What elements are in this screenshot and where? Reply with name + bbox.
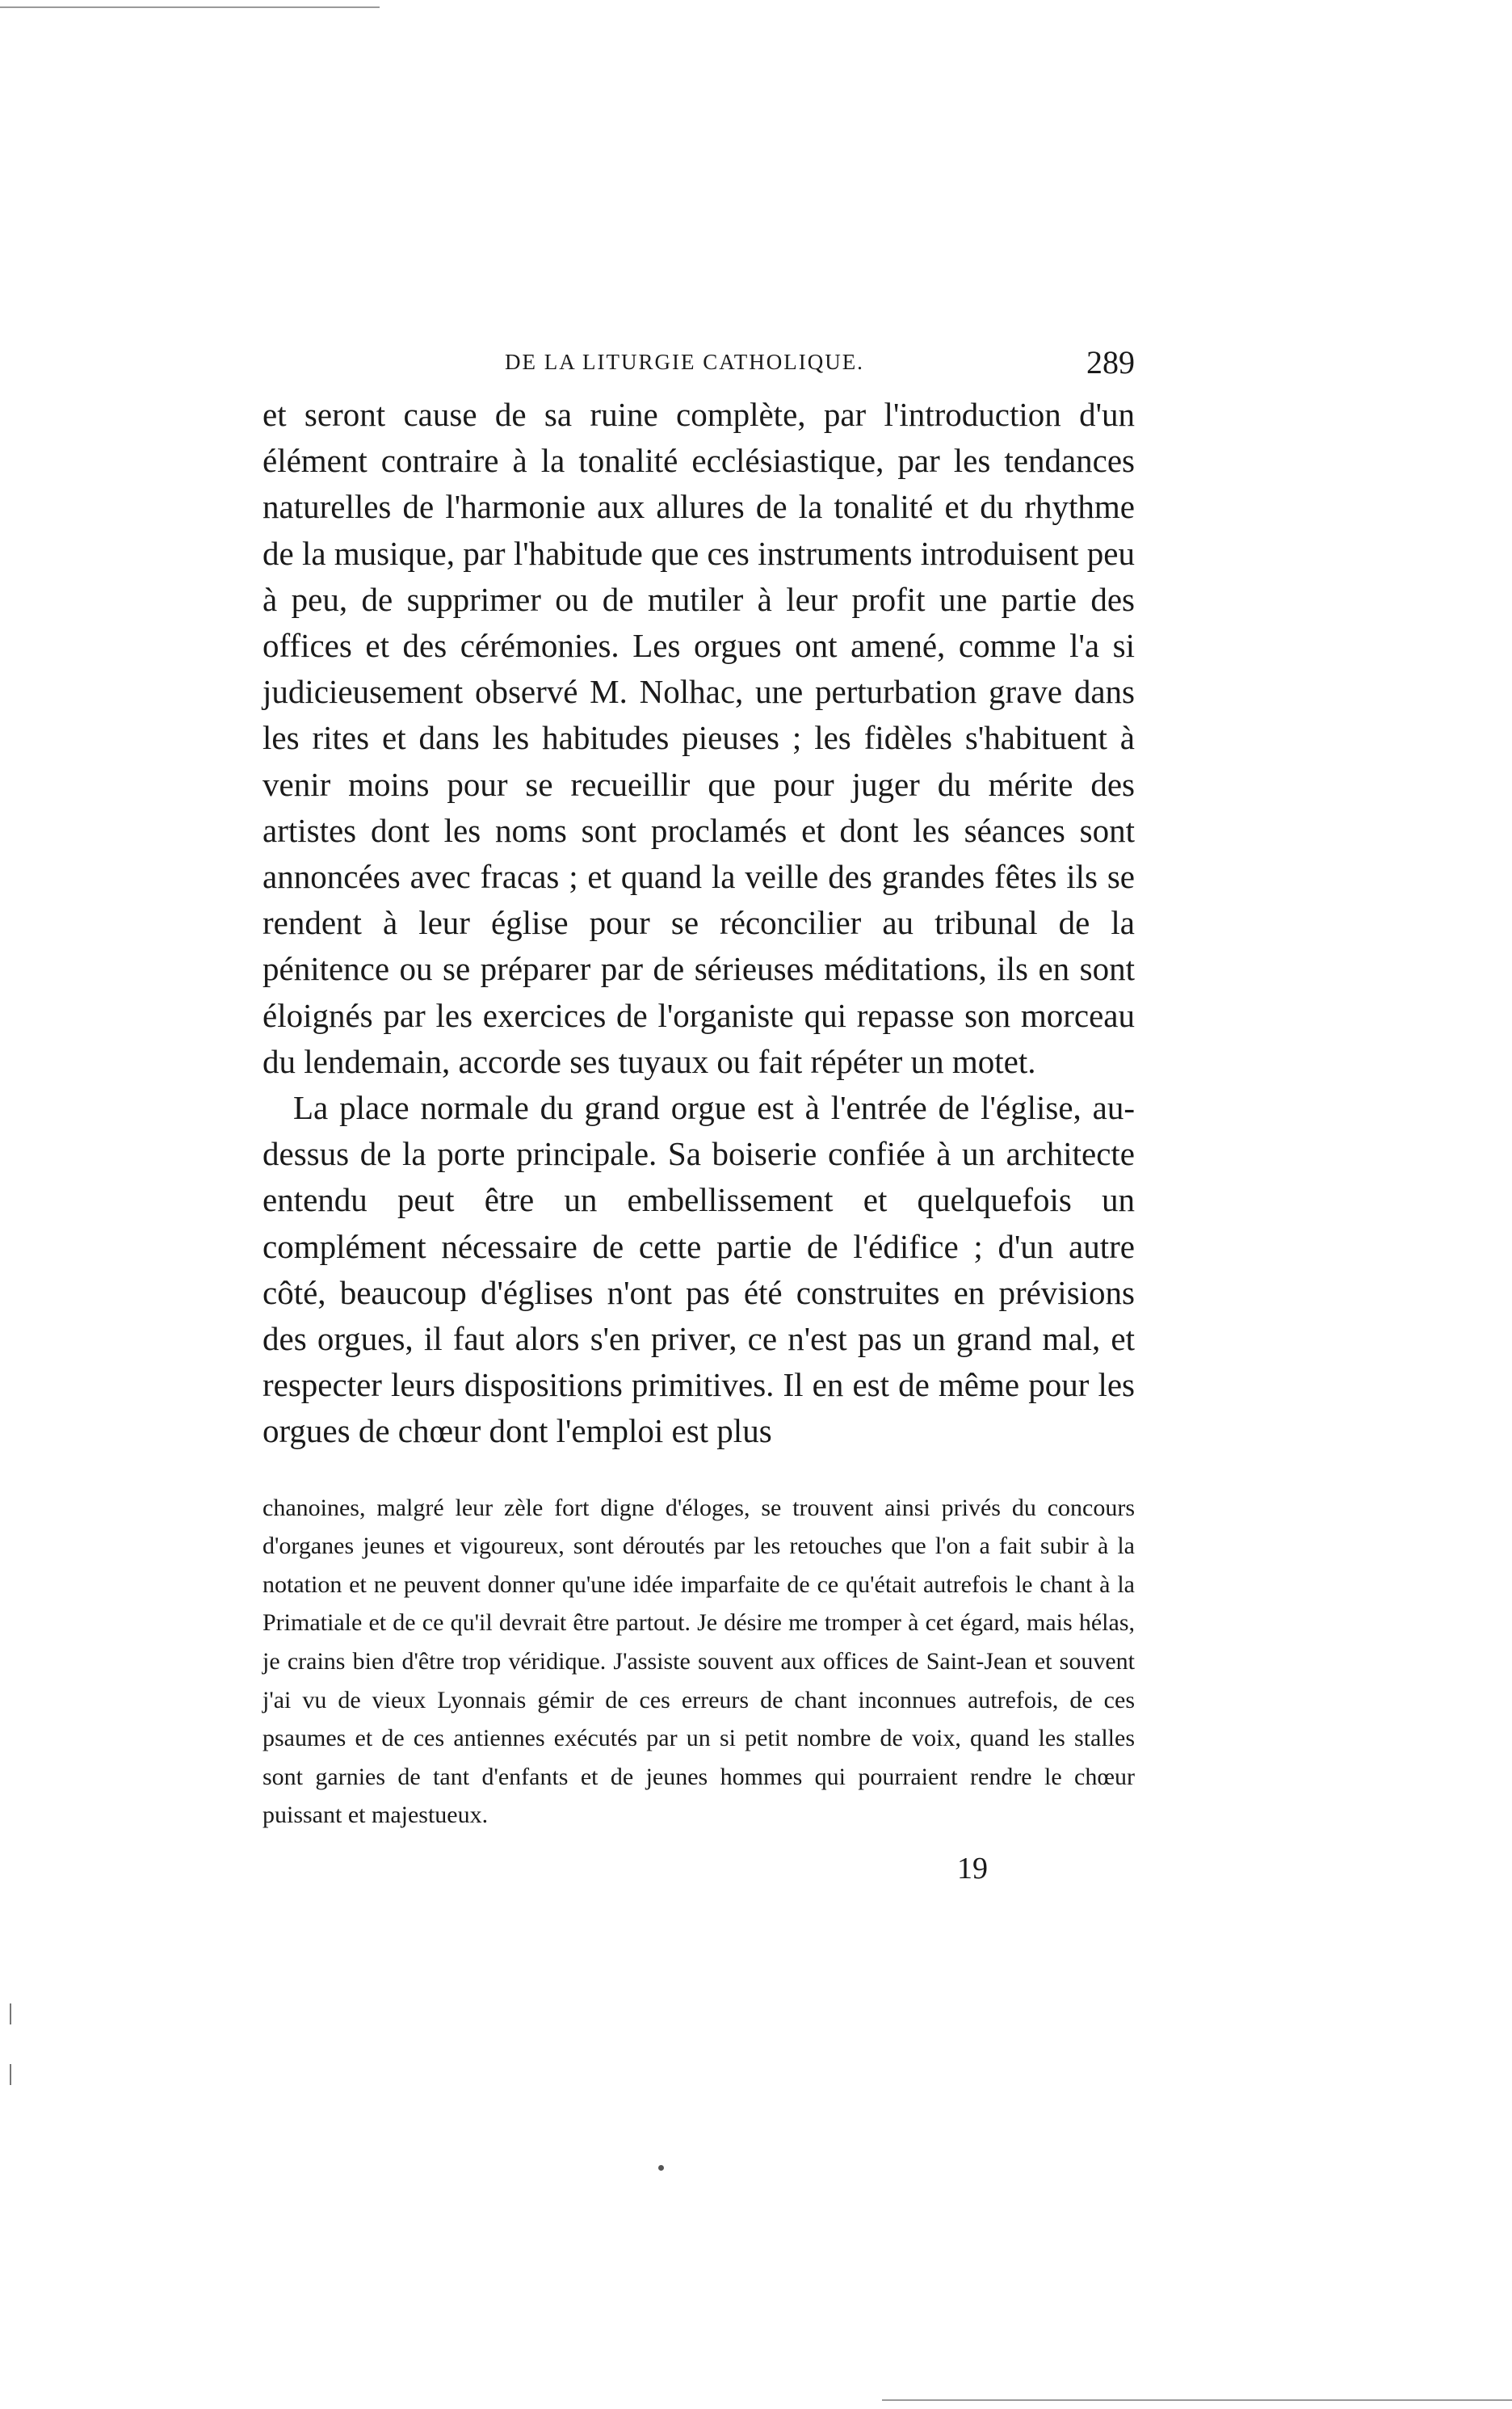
signature-line (262, 1851, 1135, 1899)
paragraph-1: et seront cause de sa ruine complète, par l'introduction d'un élément contraire à la tonalité ecclésiastique, par les tendances naturelles de l'harmonie aux allures de la tonalité et du rhythme de la musique, par l'habitude que ces instruments introduisent peu à peu, de supprimer ou de mutiler à leur profit une partie des offices et des cérémonies. Les orgues ont amené, comme l'a si judicieusement observé M. Nolhac, une perturbation grave dans les rites et dans les habitudes pieuses ; les fidèles s'habituent à venir moins pour se recueillir que pour juger du mérite des artistes dont les noms sont proclamés et dont les séances sont annoncées avec fracas ; et quand la veille des grandes fêtes ils se rendent à leur église pour se réconcilier au tribunal de la pénitence ou se préparer par de sérieuses méditations, ils en sont éloignés par les exercices de l'organiste qui repasse son morceau du lendemain, accorde ses tuyaux ou fait répéter un motet. (262, 396, 1135, 1080)
running-title: DE LA LITURGIE CATHOLIQUE. (505, 350, 864, 374)
footnote (262, 1489, 1135, 1835)
body-text (262, 392, 1135, 1455)
signature-mark: 19 (957, 1852, 988, 1886)
footnote-text: chanoines, malgré leur zèle fort digne d'éloges, se trouvent ainsi privés du concours d'organes jeunes et vigoureux, sont déroutés par les retouches que l'on a fait subir à la notation et ne peuvent donner qu'une idée imparfaite de ce qu'était autrefois le chant à la Primatiale et de ce qu'il devrait être partout. Je désire me tromper à cet égard, mais hélas, je crains bien d'être trop véridique. J'assiste souvent aux offices de Saint-Jean et souvent j'ai vu de vieux Lyonnais gémir de ces erreurs de chant inconnues autrefois, de ces psaumes et de ces antiennes exécutés par un si petit nombre de voix, quand les stalles sont garnies de tant d'enfants et de jeunes hommes qui pourraient rendre le chœur puissant et majestueux. (262, 1494, 1135, 1829)
ink-speck (658, 2165, 664, 2171)
margin-mark (10, 2064, 11, 2085)
scan-edge-bottom (882, 2399, 1512, 2401)
running-header (262, 343, 1135, 392)
margin-mark (10, 2003, 11, 2024)
scan-edge-top (0, 6, 380, 8)
page-number: 289 (1086, 344, 1135, 380)
book-page (262, 343, 1135, 1899)
paragraph-2: La place normale du grand orgue est à l'entrée de l'église, au-dessus de la porte principale. Sa boiserie confiée à un architecte entendu peut être un embellissement et quelquefois un complément nécessaire de cette partie de l'édifice ; d'un autre côté, beaucoup d'églises n'ont pas été construites en prévisions des orgues, il faut alors s'en priver, ce n'est pas un grand mal, et respecter leurs dispositions primitives. Il en est de même pour les orgues de chœur dont l'emploi est plus (262, 1089, 1135, 1450)
